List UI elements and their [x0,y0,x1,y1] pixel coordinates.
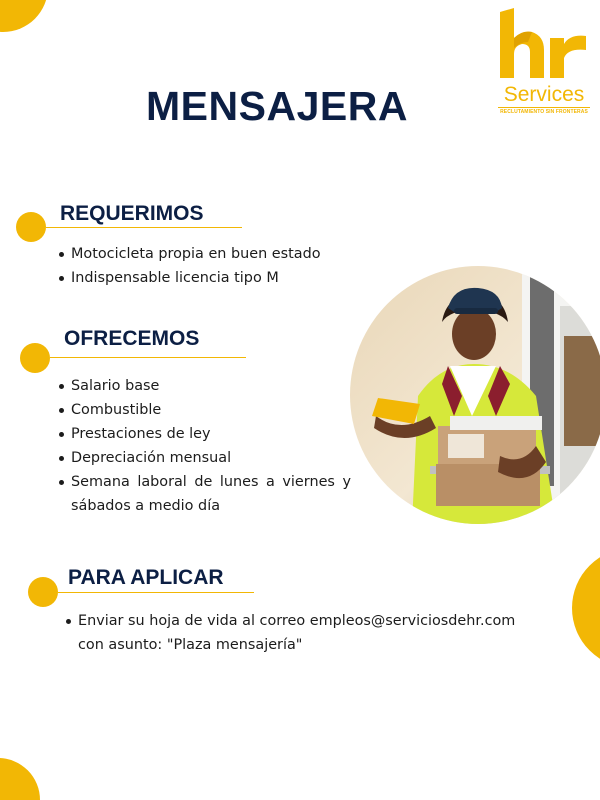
corner-circle-bottom-left [0,758,40,800]
section-heading-requerimos: REQUERIMOS [60,202,204,225]
list-item: Indispensable licencia tipo M [59,266,349,290]
list-item: Prestaciones de ley [59,422,351,446]
section-heading-ofrecemos: OFRECEMOS [64,327,200,350]
hr-logo-mark-icon [498,8,590,84]
section-heading-aplicar: PARA APLICAR [68,566,224,589]
courier-photo [350,266,600,524]
section-dot-aplicar [28,577,58,607]
courier-photo-icon [350,266,600,524]
corner-circle-right [572,548,600,668]
section-dot-ofrecemos [20,343,50,373]
section-dot-requerimos [16,212,46,242]
section-underline-requerimos [46,227,242,228]
list-item: Combustible [59,398,351,422]
list-item: Salario base [59,374,351,398]
corner-circle-top-left [0,0,48,32]
section-underline-ofrecemos [50,357,246,358]
list-item: Semana laboral de lunes a viernes y sábados a medio día [59,470,351,518]
hr-services-logo [498,8,590,116]
ofrecemos-list [59,374,351,518]
logo-tagline: RECLUTAMIENTO SIN FRONTERAS [498,107,590,115]
logo-wordmark: Services [503,83,585,106]
list-item: Enviar su hoja de vida al correo empleos@serviciosdehr.com con asunto: "Plaza mensajería" [66,609,518,657]
section-underline-aplicar [58,592,254,593]
aplicar-list [66,609,518,657]
page-title: MENSAJERA [146,83,408,129]
list-item: Depreciación mensual [59,446,351,470]
requerimos-list [59,242,349,290]
list-item: Motocicleta propia en buen estado [59,242,349,266]
